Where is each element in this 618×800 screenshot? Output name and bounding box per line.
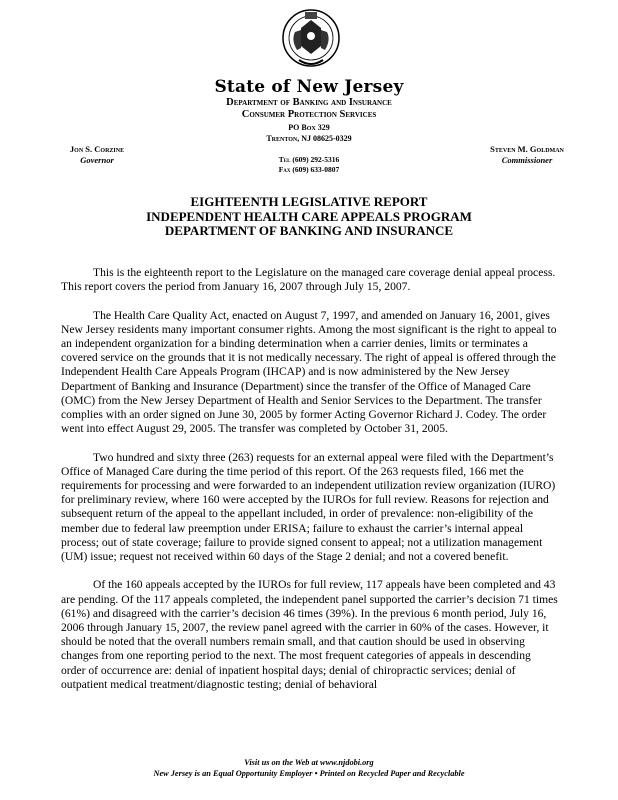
commissioner-title: Commissioner — [501, 155, 553, 165]
title-line-3: DEPARTMENT OF BANKING AND INSURANCE — [164, 223, 454, 238]
governor-name: Jon S. Corzine — [69, 144, 125, 154]
division-name: Consumer Protection Services — [241, 109, 377, 120]
paragraph-requests-filed: Two hundred and sixty three (263) requests for an external appeal were filed with the Department’s Office of Managed Care during the time period of this report. Of the 263 requests filed, 166 met the requirements for processing and were forwarded to an independent utilization review organization (IURO) for preliminary review, where 160 were accepted by the IUROs for full review. Reasons for rejection and subsequent return of the appeal to the appellant included, in order of prevalence: non-eligibility of the member due to federal law preemption under ERISA; failure to exhaust the carrier’s internal appeal process; out of state coverage; failure to provide signed consent to appeal; not a utilization management (UM) issue; request not received within 60 days of the Stage 2 denial; and not a covered benefit. — [61, 450, 556, 564]
commissioner-name: Steven M. Goldman — [490, 144, 564, 154]
footer-statement: New Jersey is an Equal Opportunity Employer • Printed on Recycled Paper and Recyclable — [153, 769, 465, 778]
title-line-1: EIGHTEENTH LEGISLATIVE REPORT — [190, 194, 428, 209]
paragraph-appeals-results: Of the 160 appeals accepted by the IUROs for full review, 117 appeals have been completed and 43 are pending. Of the 117 appeals completed, the independent panel supported the carrier’s decision 71 times (61%) and disagreed with the carrier’s decision 46 times (39%). In the previous 6 month period, July 16, 2006 through January 15, 2007, the review panel agreed with the carrier in 60% of the cases. However, it should be noted that the overall numbers remain small, and that caution should be used in observing changes from one reporting period to the next. The most frequent categories of appeals in descending order of occurrence are: denial of inpatient hospital days; denial of chiropractic services; denial of outpatient medical treatment/diagnostic testing; denial of behavioral — [61, 578, 558, 691]
title-line-2: INDEPENDENT HEALTH CARE APPEALS PROGRAM — [146, 208, 472, 224]
report-body — [61, 266, 558, 706]
fax: Fax (609) 633-0807 — [278, 165, 340, 174]
state-name: State of New Jersey — [214, 77, 404, 97]
page-footer — [0, 757, 618, 779]
governor-title: Governor — [80, 155, 114, 165]
telephone: Tel (609) 292-5316 — [278, 155, 340, 164]
city-address: Trenton, NJ 08625-0329 — [266, 134, 352, 143]
po-box: PO Box 329 — [288, 123, 330, 132]
paragraph-health-care-quality-act: The Health Care Quality Act, enacted on August 7, 1997, and amended on January 16, 2001, gives New Jersey residents many important consumer rights. Among the most significant is the right to appeal to an independent organization for a binding determination when a carrier denies, limits or terminates a covered service on the grounds that it is not medically necessary. The right of appeal is offered through the Independent Health Care Appeals Program (IHCAP) and is now administered by the New Jersey Department of Banking and Insurance (Department) since the transfer of the Office of Managed Care (OMC) from the New Jersey Department of Health and Senior Services to the Department. The transfer complies with an order signed on June 30, 2005 by former Acting Governor Richard J. Codey. The order went into effect August 29, 2005. The transfer was completed by October 31, 2005. — [61, 308, 557, 436]
department-name: Department of Banking and Insurance — [226, 97, 392, 108]
footer-website: Visit us on the Web at www.njdobi.org — [244, 758, 374, 767]
state-seal-logo — [281, 6, 341, 74]
paragraph-intro: This is the eighteenth report to the Legislature on the managed care coverage denial appeal process. This report covers the period from January 16, 2007 through July 15, 2007. — [61, 266, 556, 294]
report-title — [0, 195, 618, 239]
